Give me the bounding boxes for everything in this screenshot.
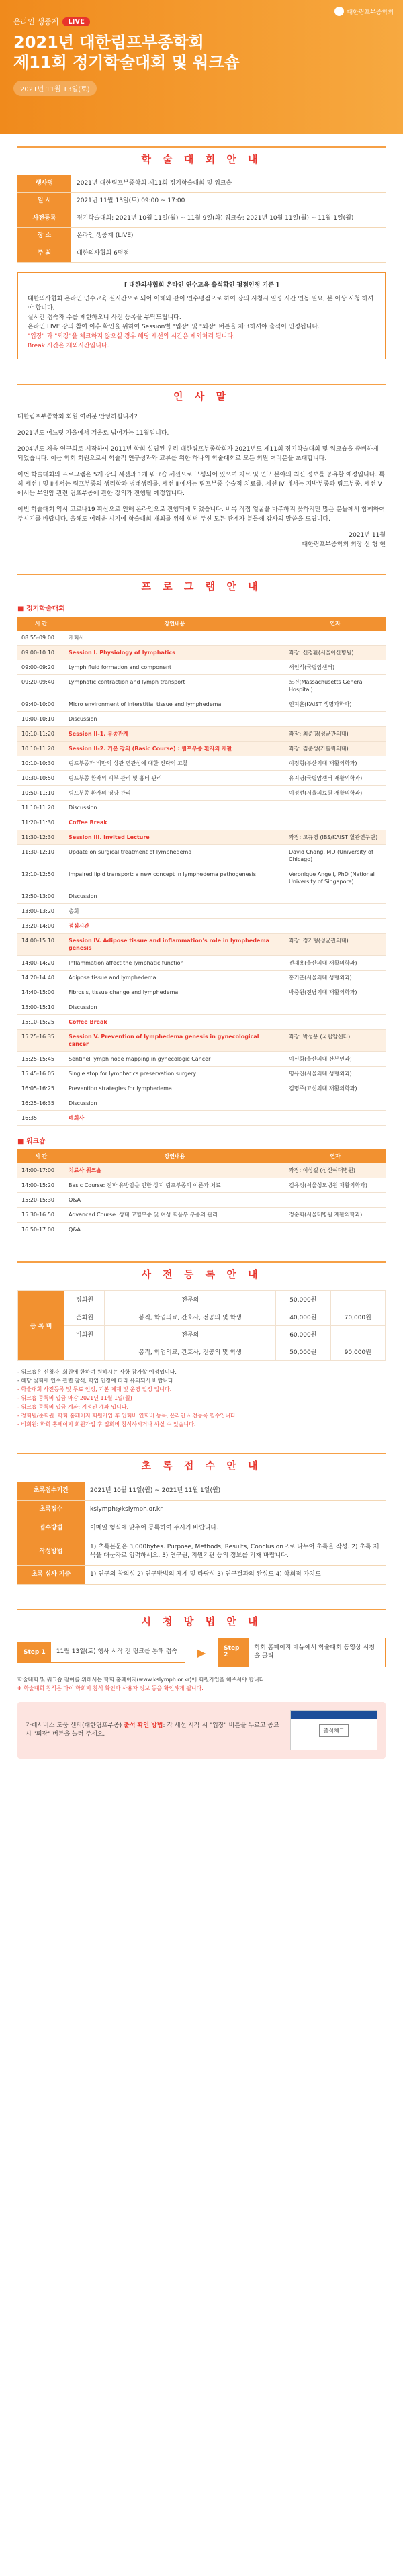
program-row xyxy=(17,1052,386,1067)
program-row xyxy=(17,1030,386,1052)
intro-row xyxy=(17,193,386,210)
fee-amount: 50,000원 xyxy=(276,1343,330,1361)
notice-item: "입장" 과 "퇴장"을 체크하지 않으실 경우 해당 세션의 시간은 제외처리 됩니다. xyxy=(28,333,235,340)
notice-item: 대한의사협회 온라인 연수교육 실시간으로 되어 이해와 같이 연수평점으로 하여 강의 시청시 일정 시간 연동 필요, 분 이상 시청 하셔야 합니다. xyxy=(28,296,374,312)
program-topic: Single stop for lymphatics preservation surgery xyxy=(64,1067,285,1081)
program-time: 11:30-12:30 xyxy=(17,830,64,845)
fee-note: - 워크숍은 신청자, 회원에 한하여 원하시는 사항 참가할 예정입니다. xyxy=(17,1369,177,1375)
program-topic: Session I. Physiology of lymphatics xyxy=(64,646,285,660)
program-speaker: 김유정(서울성모병원 재활의학과) xyxy=(285,1178,386,1193)
method-note: 학술대회 및 워크숍 참여를 위해서는 학회 홈페이지(www.kslymph.or.kr)에 회원가입을 해주셔야 합니다. xyxy=(17,1677,267,1683)
greeting-paragraph: 2021년도 어느덧 가을에서 겨울로 넘어가는 11월입니다. xyxy=(17,430,169,437)
program-topic: 치료사 워크숍 xyxy=(64,1163,285,1178)
intro-key: 장 소 xyxy=(17,228,71,245)
greeting-section xyxy=(0,371,403,562)
greeting-body xyxy=(17,412,386,549)
program-speaker: 좌장: 정기형(성균관의대) xyxy=(285,934,386,956)
step-2 xyxy=(218,1638,386,1667)
program-topic: Session IV. Adipose tissue and inflammation's role in lymphedema genesis xyxy=(64,934,285,956)
logo-text: 대한림프부종학회 xyxy=(347,9,394,16)
notice-item: 온라인 LIVE 강의 참여 이후 확인을 위하여 Session별 "입장" 및 "퇴장" 버튼을 체크하셔야 출석이 인정됩니다. xyxy=(28,324,320,330)
greeting-paragraph: 이번 학술대회 역시 코로나19 확산으로 인해 온라인으로 진행되게 되었습니다. 비록 직접 얼굴을 마주하지 못하지만 많은 분들께서 함께하여 주시기를 바랍니다. 올해도 어려운 시기에 학술대회 개최를 위해 힘써 주신 모든 관계자 분들께 감사의 말씀을 드립니다. xyxy=(17,506,385,523)
method-title: 시 청 방 법 안 내 xyxy=(141,1615,262,1628)
program-topic: Session V. Prevention of lymphedema genesis in gynecological cancer xyxy=(64,1030,285,1052)
notice-item: Break 시간은 제외시간입니다. xyxy=(28,343,109,349)
program-topic: Prevention strategies for lymphedema xyxy=(64,1081,285,1096)
program-topic: 림프부종 환자의 피부 관리 및 흉터 관리 xyxy=(64,771,285,786)
program-topic: Q&A xyxy=(64,1193,285,1208)
program-row xyxy=(17,712,386,727)
regular-label-text: 정기학술대회 xyxy=(26,605,65,613)
program-time: 16:50-17:00 xyxy=(17,1223,64,1237)
intro-value: 2021년 대한림프부종학회 제11회 정기학술대회 및 워크숍 xyxy=(71,175,386,193)
program-row xyxy=(17,660,386,675)
submission-row xyxy=(17,1566,386,1585)
program-row xyxy=(17,956,386,971)
program-time: 10:10-10:30 xyxy=(17,756,64,771)
intro-key: 행사명 xyxy=(17,175,71,193)
workshop-table xyxy=(17,1149,386,1237)
method-notes xyxy=(17,1675,386,1693)
program-speaker: 이정선(서울의료원 재활의학과) xyxy=(285,786,386,801)
program-time: 14:20-14:40 xyxy=(17,971,64,985)
hero-title-line2: 제11회 정기학술대회 및 워크숍 xyxy=(13,53,240,72)
program-speaker xyxy=(285,712,386,727)
submission-table xyxy=(17,1482,386,1585)
notice-box xyxy=(17,272,386,359)
fee-combined xyxy=(330,1291,385,1308)
submission-value: 이메일 형식에 맞추어 등록하여 주시기 바랍니다. xyxy=(85,1519,386,1538)
program-topic: Sentinel lymph node mapping in gynecologic Cancer xyxy=(64,1052,285,1067)
program-row xyxy=(17,815,386,830)
col-topic: 강연내용 xyxy=(64,617,285,631)
program-topic: Lymph fluid formation and component xyxy=(64,660,285,675)
program-speaker: 좌장: 고규영 (IBS/KAIST 혈관연구단) xyxy=(285,830,386,845)
method-title-bar xyxy=(17,1609,386,1628)
program-row xyxy=(17,1081,386,1096)
program-section xyxy=(0,562,403,1249)
program-time: 08:55-09:00 xyxy=(17,631,64,646)
program-speaker: 이정형(부산의대 재활의학과) xyxy=(285,756,386,771)
program-speaker: 유지영(국립암센터 재활의학과) xyxy=(285,771,386,786)
fee-type: 전문의 xyxy=(105,1326,276,1343)
regular-label: ■ 정기학술대회 xyxy=(17,605,65,613)
program-row xyxy=(17,845,386,867)
program-row xyxy=(17,889,386,904)
attendance-text xyxy=(26,1722,282,1739)
step-2-label: Step 2 xyxy=(218,1638,249,1667)
fee-combined: 90,000원 xyxy=(330,1343,385,1361)
fee-note: - 비회원: 학회 홈페이지 회원가입 후 입회비 참석하시거나 하실 수 있습니다. xyxy=(17,1421,196,1427)
program-topic: Inflammation affect the lymphatic function xyxy=(64,956,285,971)
program-topic: 개회사 xyxy=(64,631,285,646)
program-topic: Q&A xyxy=(64,1223,285,1237)
program-time: 12:10-12:50 xyxy=(17,867,64,889)
fee-group: 준회원 xyxy=(64,1308,105,1326)
program-time: 15:30-16:50 xyxy=(17,1208,64,1223)
hero-title-line1: 2021년 대한림프부종학회 xyxy=(13,33,204,52)
submission-key: 초록접수 xyxy=(17,1501,85,1519)
greeting-paragraph: 2004년도 처음 연구회로 시작하여 2011년 학회 설립된 우리 대한림프부종학회가 2021년도 제11회 정기학술대회 및 워크숍을 준비하게 되었습니다. 이는 학회 회원으로서 학술적 연구성과와 교류를 위한 하나의 학술대회로 모든 회원 여러분을 초대합니다. xyxy=(17,446,379,462)
greeting-signature: 대한림프부종학회 회장 신 형 현 xyxy=(302,541,386,548)
program-time: 15:25-16:35 xyxy=(17,1030,64,1052)
program-topic: 총회 xyxy=(64,904,285,919)
notice-head: [ 대한의사협회 온라인 연수교육 출석확인 평점인정 기준 ] xyxy=(124,282,279,289)
program-topic: Micro environment of interstitial tissue and lymphedema xyxy=(64,697,285,712)
step-1-label: Step 1 xyxy=(18,1642,51,1662)
program-time: 15:45-16:05 xyxy=(17,1067,64,1081)
program-time: 13:00-13:20 xyxy=(17,904,64,919)
program-topic: Basic Course: 전파 유방암을 인한 상지 림프부종의 이론과 치료 xyxy=(64,1178,285,1193)
program-row xyxy=(17,1111,386,1126)
program-speaker: 좌장: 김준성(가톨릭의대) xyxy=(285,742,386,756)
program-row xyxy=(17,801,386,815)
program-speaker: 전재용(울산의대 재활의학과) xyxy=(285,956,386,971)
intro-key: 일 시 xyxy=(17,193,71,210)
logo-icon xyxy=(334,7,344,16)
program-time: 09:00-09:20 xyxy=(17,660,64,675)
greeting-title-bar xyxy=(17,384,386,403)
method-note: ※ 학술대회 참석은 마이 학회지 참석 확인과 사용자 정보 등을 확인하게 됩니다. xyxy=(17,1685,204,1691)
hero-banner xyxy=(0,0,403,134)
greeting-paragraph: 대한림프부종학회 회원 여러분 안녕하십니까? xyxy=(17,414,138,420)
fee-note: - 해당 빛회에 연수 관련 참석, 학업 인정에 따라 유의되서 바랍니다. xyxy=(17,1378,175,1384)
greeting-date: 2021년 11월 xyxy=(349,532,386,539)
attendance-text-2: : 각 세션 시작 시 "입장" 버튼을 누르고 종료 시 "퇴장" 버튼을 눌러 주세요. xyxy=(26,1722,279,1738)
program-row xyxy=(17,919,386,934)
program-speaker xyxy=(285,1096,386,1111)
intro-value: 정기학술대회: 2021년 10월 11일(월) ~ 11월 9일(화) 워크숍: 2021년 10월 11일(월) ~ 11월 1일(월) xyxy=(71,210,386,228)
program-row xyxy=(17,934,386,956)
submission-value: 2021년 10월 11일(월) ~ 2021년 11월 1일(월) xyxy=(85,1482,386,1501)
col-speaker: 연자 xyxy=(285,617,386,631)
online-label: 온라인 생중계 xyxy=(13,17,59,26)
col-topic: 강연내용 xyxy=(64,1149,285,1163)
program-speaker: 박중원(전남의대 재활의학과) xyxy=(285,985,386,1000)
program-time: 16:05-16:25 xyxy=(17,1081,64,1096)
intro-value: 온라인 생중계 (LIVE) xyxy=(71,228,386,245)
program-topic: Adipose tissue and lymphedema xyxy=(64,971,285,985)
program-title: 프 로 그 램 안 내 xyxy=(141,580,262,592)
fee-amount: 40,000원 xyxy=(276,1308,330,1326)
intro-row xyxy=(17,175,386,193)
submission-row xyxy=(17,1482,386,1501)
program-topic: Session II-1. 부종관계 xyxy=(64,727,285,742)
program-speaker: 좌장: 박성용 (국립암센터) xyxy=(285,1030,386,1052)
fee-title-bar xyxy=(17,1261,386,1281)
method-section xyxy=(0,1597,403,1771)
program-row xyxy=(17,1223,386,1237)
arrow-right-icon: ▶ xyxy=(197,1646,206,1659)
fee-title: 사 전 등 록 안 내 xyxy=(141,1268,262,1280)
fee-group xyxy=(64,1343,105,1361)
program-speaker: 노건(Massachusetts General Hospital) xyxy=(285,675,386,697)
submission-value: 1) 초록본문은 3,000bytes. Purpose, Methods, Results, Conclusion으로 나누어 초록을 작성. 2) 초록 제목을 대문자로 입력하세요. 3) 연구원, 지원기관 등의 정보를 기재 바랍니다. xyxy=(85,1538,386,1566)
program-topic: Impaired lipid transport: a new concept in lymphedema pathogenesis xyxy=(64,867,285,889)
intro-title: 학 술 대 회 안 내 xyxy=(141,153,262,165)
intro-row xyxy=(17,228,386,245)
program-topic: Advanced Course: 상대 고혈부종 및 여성 회음부 부종의 관리 xyxy=(64,1208,285,1223)
program-time: 11:10-11:20 xyxy=(17,801,64,815)
program-row xyxy=(17,727,386,742)
program-topic: Discussion xyxy=(64,801,285,815)
program-topic: Update on surgical treatment of lymphedema xyxy=(64,845,285,867)
fee-row xyxy=(18,1326,386,1343)
program-time: 16:25-16:35 xyxy=(17,1096,64,1111)
program-time: 11:30-12:10 xyxy=(17,845,64,867)
mockup-bar xyxy=(291,1711,377,1719)
program-row xyxy=(17,904,386,919)
submission-value: kslymph@kslymph.or.kr xyxy=(85,1501,386,1519)
program-row xyxy=(17,646,386,660)
submission-row xyxy=(17,1519,386,1538)
fee-amount: 50,000원 xyxy=(276,1291,330,1308)
col-time: 시 간 xyxy=(17,1149,64,1163)
program-speaker xyxy=(285,801,386,815)
program-table xyxy=(17,617,386,1126)
program-row xyxy=(17,867,386,889)
program-topic: Session II-2. 기본 강의 (Basic Course) : 림프부종 환자의 재활 xyxy=(64,742,285,756)
submission-title-bar xyxy=(17,1453,386,1472)
fee-note: - 워크숍 등록비 입금 계좌: 지정된 계좌 입니다. xyxy=(17,1404,129,1410)
workshop-label: ■ 워크숍 xyxy=(17,1138,46,1145)
program-time: 15:25-15:45 xyxy=(17,1052,64,1067)
attendance-text-1: 카페서비스 도움 센터(대한림프부종) xyxy=(26,1722,124,1729)
program-row xyxy=(17,1000,386,1015)
submission-section xyxy=(0,1441,403,1597)
program-speaker: 좌장: 최준명(성균관의대) xyxy=(285,727,386,742)
submission-key: 작성방법 xyxy=(17,1538,85,1566)
fee-combined: 70,000원 xyxy=(330,1308,385,1326)
program-speaker: 서인석(국립암센터) xyxy=(285,660,386,675)
intro-value: 대한의사협회 6평점 xyxy=(71,245,386,263)
program-time: 14:00-15:20 xyxy=(17,1178,64,1193)
program-speaker xyxy=(285,1015,386,1030)
program-time: 14:00-15:10 xyxy=(17,934,64,956)
program-title-bar xyxy=(17,574,386,593)
fee-row xyxy=(18,1291,386,1308)
fee-type: 봉직, 학업의료, 간호사, 전공의 및 학생 xyxy=(105,1308,276,1326)
program-row xyxy=(17,675,386,697)
program-time: 11:20-11:30 xyxy=(17,815,64,830)
hero-title xyxy=(13,32,390,73)
program-row xyxy=(17,631,386,646)
program-speaker: Veronique Angeli, PhD (National University of Singapore) xyxy=(285,867,386,889)
program-time: 10:00-10:10 xyxy=(17,712,64,727)
program-topic: 림프부종과 비만의 상관 연관성에 대한 전략의 고찰 xyxy=(64,756,285,771)
program-speaker: 좌장: 신경환(서울아산병원) xyxy=(285,646,386,660)
program-time: 14:00-17:00 xyxy=(17,1163,64,1178)
fee-type: 전문의 xyxy=(105,1291,276,1308)
program-time: 14:00-14:20 xyxy=(17,956,64,971)
program-row xyxy=(17,786,386,801)
program-row xyxy=(17,697,386,712)
program-row xyxy=(17,771,386,786)
intro-key: 주 최 xyxy=(17,245,71,263)
fee-label: 등 록 비 xyxy=(18,1291,64,1361)
program-speaker xyxy=(285,631,386,646)
program-time: 10:50-11:10 xyxy=(17,786,64,801)
program-time: 10:30-10:50 xyxy=(17,771,64,786)
program-speaker xyxy=(285,1193,386,1208)
program-row xyxy=(17,1208,386,1223)
fee-amount: 60,000원 xyxy=(276,1326,330,1343)
program-speaker: 좌장: 이상길 (성신여대병원) xyxy=(285,1163,386,1178)
program-speaker xyxy=(285,919,386,934)
program-time: 12:50-13:00 xyxy=(17,889,64,904)
intro-key: 사전등록 xyxy=(17,210,71,228)
live-badge: LIVE xyxy=(62,17,90,26)
attendance-box xyxy=(17,1702,386,1759)
program-row xyxy=(17,971,386,985)
program-row xyxy=(17,1015,386,1030)
program-topic: Discussion xyxy=(64,1000,285,1015)
program-topic: Coffee Break xyxy=(64,815,285,830)
screen-mockup xyxy=(290,1710,377,1750)
step-1 xyxy=(17,1642,185,1663)
program-topic: 림프부종 환자의 영양 관리 xyxy=(64,786,285,801)
program-time: 15:00-15:10 xyxy=(17,1000,64,1015)
fee-note: - 정회원/준회원: 학회 홈페이지 회원가입 후 입회비 연회비 등록, 온라인 사전등록 필수입니다. xyxy=(17,1413,238,1419)
program-row xyxy=(17,1163,386,1178)
program-speaker: David Chang, MD (University of Chicago) xyxy=(285,845,386,867)
online-tag xyxy=(13,16,390,27)
program-row xyxy=(17,756,386,771)
program-time: 15:10-15:25 xyxy=(17,1015,64,1030)
society-logo xyxy=(334,7,394,16)
fee-group: 정회원 xyxy=(64,1291,105,1308)
fee-notes xyxy=(17,1368,386,1429)
program-speaker xyxy=(285,889,386,904)
submission-row xyxy=(17,1501,386,1519)
greeting-title: 인 사 말 xyxy=(173,390,230,402)
fee-section xyxy=(0,1249,403,1441)
submission-value: 1) 연구의 창의성 2) 연구방법의 체계 및 타당성 3) 연구결과의 완성도 4) 학회적 가치도 xyxy=(85,1566,386,1585)
program-time: 09:40-10:00 xyxy=(17,697,64,712)
program-topic: Fibrosis, tissue change and lymphedema xyxy=(64,985,285,1000)
intro-table xyxy=(17,175,386,263)
program-speaker: 이신화(울산의대 산부인과) xyxy=(285,1052,386,1067)
program-topic: Lymphatic contraction and lymph transport xyxy=(64,675,285,697)
submission-key: 접수방법 xyxy=(17,1519,85,1538)
program-speaker: 홍기춘(서울의대 성형외과) xyxy=(285,971,386,985)
fee-note: - 워크숍 등록비 입금 마감 2021년 11월 1일(월) xyxy=(17,1395,132,1401)
intro-section xyxy=(0,134,403,371)
submission-title: 초 록 접 수 안 내 xyxy=(141,1460,262,1472)
program-row xyxy=(17,830,386,845)
program-topic: Discussion xyxy=(64,1096,285,1111)
program-topic: Coffee Break xyxy=(64,1015,285,1030)
attendance-bold: 출석 확인 방법 xyxy=(124,1722,163,1729)
step-1-text: 11월 13일(토) 행사 시작 전 링크를 통해 접속 xyxy=(56,1648,178,1655)
program-topic: 점심시간 xyxy=(64,919,285,934)
fee-row xyxy=(18,1343,386,1361)
program-speaker: 정순화(서울대병원 재활의학과) xyxy=(285,1208,386,1223)
fee-table xyxy=(17,1290,386,1361)
program-row xyxy=(17,1096,386,1111)
col-time: 시 간 xyxy=(17,617,64,631)
program-topic: 폐회사 xyxy=(64,1111,285,1126)
program-speaker xyxy=(285,1000,386,1015)
program-speaker xyxy=(285,1111,386,1126)
submission-row xyxy=(17,1538,386,1566)
fee-type: 봉직, 학업의료, 간호사, 전공의 및 학생 xyxy=(105,1343,276,1361)
steps xyxy=(17,1638,386,1667)
intro-value: 2021년 11월 13일(토) 09:00 ~ 17:00 xyxy=(71,193,386,210)
fee-combined xyxy=(330,1326,385,1343)
program-time: 09:20-09:40 xyxy=(17,675,64,697)
program-speaker: 김명주(고신의대 재활의학과) xyxy=(285,1081,386,1096)
program-speaker xyxy=(285,815,386,830)
program-time: 10:10-11:20 xyxy=(17,727,64,742)
intro-title-bar xyxy=(17,146,386,166)
program-time: 10:10-11:20 xyxy=(17,742,64,756)
workshop-label-text: 워크숍 xyxy=(26,1138,46,1145)
intro-row xyxy=(17,245,386,263)
program-speaker xyxy=(285,1223,386,1237)
submission-key: 초록 심사 기준 xyxy=(17,1566,85,1585)
fee-note: - 학술대회 사전등록 및 무료 인정, 기본 체재 및 운영 일정 입니다. xyxy=(17,1386,172,1392)
program-time: 16:35 xyxy=(17,1111,64,1126)
program-row xyxy=(17,742,386,756)
submission-key: 초록접수기간 xyxy=(17,1482,85,1501)
program-row xyxy=(17,1067,386,1081)
col-speaker: 연자 xyxy=(285,1149,386,1163)
step-2-text: 학회 홈페이지 메뉴에서 학술대회 동영상 시청을 클릭 xyxy=(254,1644,375,1660)
notice-item: 실시간 접속자 수를 제한하오니 사전 등록을 부탁드립니다. xyxy=(28,314,181,321)
program-time: 14:40-15:00 xyxy=(17,985,64,1000)
program-topic: Discussion xyxy=(64,889,285,904)
intro-row xyxy=(17,210,386,228)
program-time: 13:20-14:00 xyxy=(17,919,64,934)
hero-period: 2021년 11월 13일(토) xyxy=(13,81,97,96)
program-row xyxy=(17,1178,386,1193)
program-speaker: 인지훈(KAIST 생명과학과) xyxy=(285,697,386,712)
program-time: 09:00-10:10 xyxy=(17,646,64,660)
program-speaker: 명유진(서울의대 성형외과) xyxy=(285,1067,386,1081)
program-row xyxy=(17,985,386,1000)
attendance-check-button[interactable]: 출석체크 xyxy=(319,1724,349,1737)
program-time: 15:20-15:30 xyxy=(17,1193,64,1208)
fee-group: 비회원 xyxy=(64,1326,105,1343)
program-topic: Discussion xyxy=(64,712,285,727)
program-speaker xyxy=(285,904,386,919)
fee-row xyxy=(18,1308,386,1326)
program-row xyxy=(17,1193,386,1208)
program-topic: Session III. Invited Lecture xyxy=(64,830,285,845)
greeting-paragraph: 이번 학술대회의 프로그램은 5개 강의 세션과 1개 워크숍 세션으로 구성되어 있으며 치료 및 연구 분야의 최신 정보를 공유할 예정입니다. 특히 세션 Ⅰ 및 Ⅱ에서는 림프부종의 생리학과 병태생리를, 세션 Ⅲ에서는 림프부종 수술적 치료를, 세션 Ⅳ 에서는 지방부종과 림프부종, 세션 Ⅴ에서는 부인암 관련 림프부종에 관한 강의가 진행될 예정입니다. xyxy=(17,472,385,497)
